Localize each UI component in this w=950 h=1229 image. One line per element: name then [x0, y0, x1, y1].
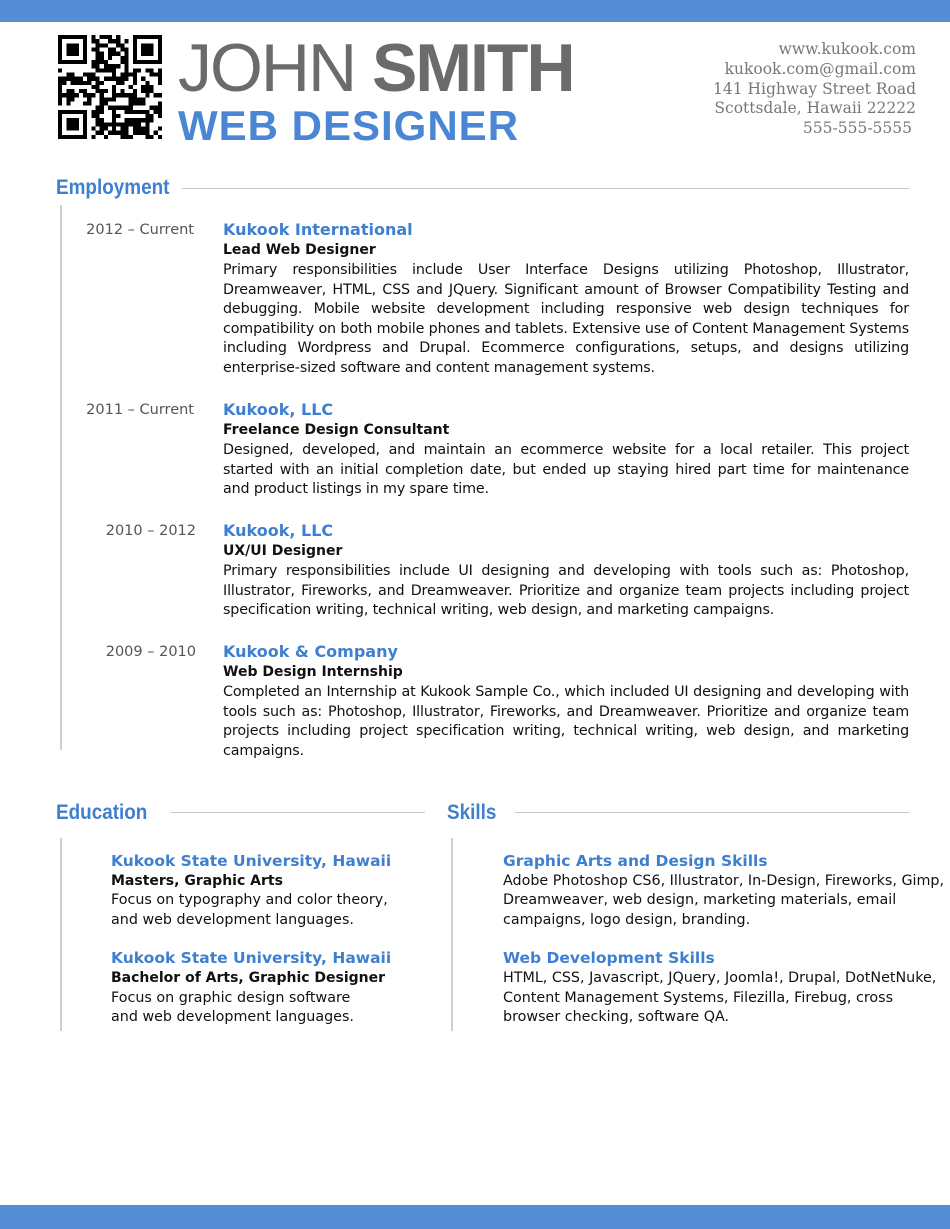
contact-info	[713, 40, 916, 139]
skill-group-title: Web Development Skills	[503, 949, 715, 968]
entry-title: Lead Web Designer	[223, 242, 376, 258]
school: Kukook State University, Hawaii	[111, 852, 392, 870]
skill-line: browser checking, software QA.	[503, 1009, 730, 1026]
entry-description: Designed, developed, and maintain an ecommerce website for a local retailer. This project started with an initial completion date, but ended up staying hired part time for maintenance and product listings in my spare time.	[223, 442, 909, 498]
entry-title: Freelance Design Consultant	[223, 422, 450, 438]
skill-line: Content Management Systems, Filezilla, Firebug, cross	[503, 989, 894, 1006]
first-name: JOHN	[178, 30, 356, 106]
entry-description: Completed an Internship at Kukook Sample Co., which included UI designing and developing with tools such as: Photoshop, Illustrator, Fireworks, and Dreamweaver. Prioritize and organize team projects including project specification writing, technical writing, web design, and marketing campaigns.	[223, 684, 909, 759]
divider	[451, 838, 453, 1031]
divider	[60, 838, 62, 1031]
email[interactable]: kukook.com@gmail.com	[724, 59, 916, 78]
entry-description: Primary responsibilities include UI designing and developing with tools such as: Photoshop, Illustrator, Fireworks, and Dreamweaver. Prioritize and organize team projects including project specification writing, technical writing, web design, and marketing campaigns.	[223, 563, 909, 619]
divider	[182, 188, 910, 189]
skills-list	[503, 852, 944, 1047]
divider	[170, 812, 425, 813]
entry-date: 2010 – 2012	[105, 523, 196, 539]
bottom-accent-bar	[0, 1205, 950, 1229]
education-list	[111, 852, 391, 1047]
skills-heading: Skills	[447, 801, 497, 824]
entry-company: Kukook, LLC	[223, 400, 334, 419]
candidate-name	[178, 28, 574, 108]
entry-date: 2011 – Current	[86, 402, 194, 418]
top-accent-bar	[0, 0, 950, 22]
entry-title: Web Design Internship	[223, 664, 403, 680]
description-line: and web development languages.	[111, 911, 354, 928]
job-role: WEB DESIGNER	[178, 102, 520, 149]
description-line: Focus on typography and color theory,	[111, 892, 388, 909]
skill-line: Dreamweaver, web design, marketing materials, email	[503, 892, 897, 909]
divider	[60, 205, 62, 750]
skill-line: HTML, CSS, Javascript, JQuery, Joomla!, Drupal, DotNetNuke,	[503, 969, 937, 986]
skill-line: Adobe Photoshop CS6, Illustrator, In-Design, Fireworks, Gimp,	[503, 872, 945, 889]
divider	[515, 812, 910, 813]
street-address: 141 Highway Street Road	[712, 79, 916, 98]
employment-heading: Employment	[56, 176, 170, 199]
entry-company: Kukook & Company	[223, 642, 398, 661]
skill-line: campaigns, logo design, branding.	[503, 911, 751, 928]
degree: Masters, Graphic Arts	[111, 872, 283, 889]
website[interactable]: www.kukook.com	[778, 40, 916, 58]
skill-group	[503, 949, 944, 1027]
entry-company: Kukook, LLC	[223, 521, 334, 540]
skill-group-title: Graphic Arts and Design Skills	[503, 852, 768, 870]
entry-date: 2012 – Current	[86, 222, 194, 238]
entry-company: Kukook International	[223, 220, 413, 239]
description-line: Focus on graphic design software	[111, 989, 351, 1006]
description-line: and web development languages.	[111, 1009, 354, 1026]
entry-title: UX/UI Designer	[223, 543, 343, 559]
entry-description: Primary responsibilities include User Interface Designs utilizing Photoshop, Illustrator, Dreamweaver, HTML, CSS and JQuery. Significant amount of Browser Compatibility Testing and debugging. Mobile website development including responsive web design techniques for compatibility on both mobile phones and tablets. Extensive use of Content Management Systems including Wordpress and Drupal. Ecommerce configurations, setups, and designs utilizing enterprise-sized software and content management systems.	[223, 262, 909, 376]
last-name: SMITH	[372, 30, 574, 106]
education-entry	[111, 852, 391, 930]
city-address: Scottsdale, Hawaii 22222	[714, 99, 916, 118]
qr-code	[58, 35, 162, 139]
education-entry	[111, 949, 391, 1027]
degree: Bachelor of Arts, Graphic Designer	[111, 969, 386, 986]
entry-date: 2009 – 2010	[105, 644, 196, 660]
phone: 555-555-5555	[802, 119, 912, 138]
school: Kukook State University, Hawaii	[111, 949, 392, 968]
education-heading: Education	[56, 801, 148, 824]
skill-group	[503, 852, 944, 930]
